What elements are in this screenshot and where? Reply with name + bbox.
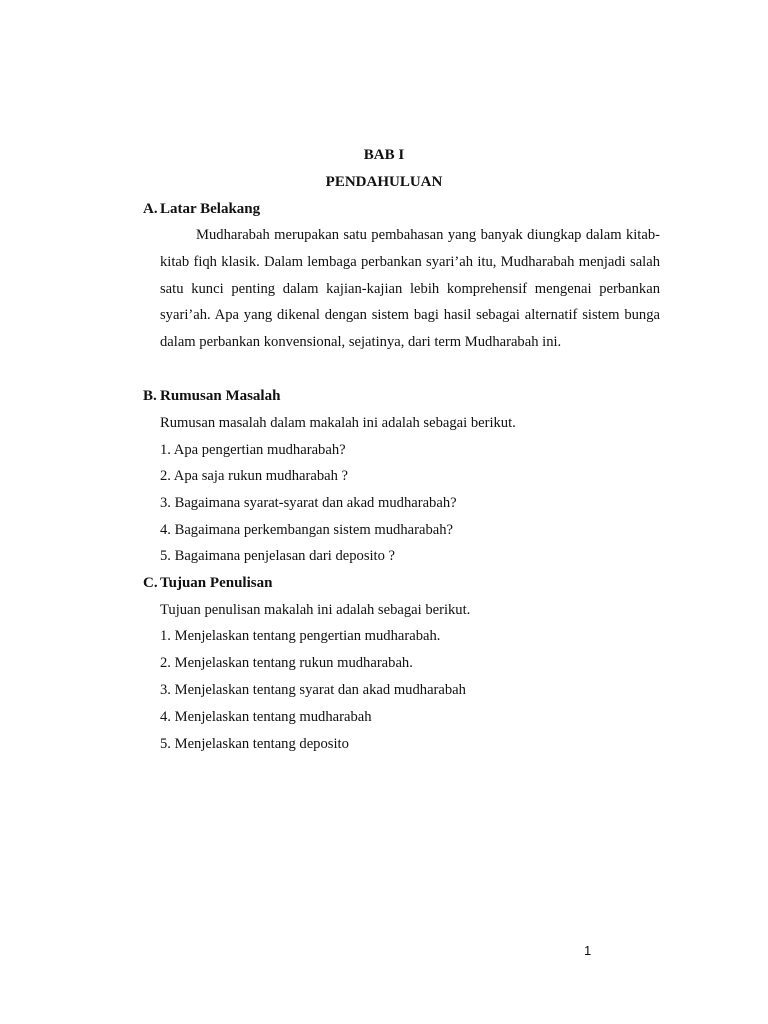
section-a-title: Latar Belakang: [160, 201, 261, 217]
section-b-intro: Rumusan masalah dalam makalah ini adalah sebagai berikut.: [160, 415, 516, 431]
list-item: 2. Menjelaskan tentang rukun mudharabah.: [160, 655, 413, 671]
list-item: 4. Bagaimana perkembangan sistem mudharabah?: [160, 522, 453, 538]
section-b-heading: [143, 388, 280, 405]
section-b-letter: B.: [143, 388, 157, 404]
section-c-heading: [143, 575, 272, 592]
section-c-title: Tujuan Penulisan: [160, 575, 273, 591]
section-a-letter: A.: [143, 201, 158, 217]
section-c-intro: Tujuan penulisan makalah ini adalah sebagai berikut.: [160, 602, 471, 618]
list-item: 3. Bagaimana syarat-syarat dan akad mudharabah?: [160, 495, 457, 511]
list-item: 5. Menjelaskan tentang deposito: [160, 736, 349, 752]
list-item: 3. Menjelaskan tentang syarat dan akad mudharabah: [160, 682, 466, 698]
page-number: 1: [584, 943, 592, 958]
section-a-heading: [143, 201, 260, 218]
section-c-letter: C.: [143, 575, 158, 591]
list-item: 4. Menjelaskan tentang mudharabah: [160, 709, 372, 725]
list-item: 2. Apa saja rukun mudharabah ?: [160, 468, 349, 484]
list-item: 5. Bagaimana penjelasan dari deposito ?: [160, 548, 396, 564]
chapter-title: PENDAHULUAN: [325, 174, 443, 190]
section-b-title: Rumusan Masalah: [160, 388, 281, 404]
list-item: 1. Menjelaskan tentang pengertian mudharabah.: [160, 628, 441, 644]
list-item: 1. Apa pengertian mudharabah?: [160, 442, 346, 458]
chapter-number: BAB I: [363, 147, 405, 163]
section-a-paragraph: Mudharabah merupakan satu pembahasan yang banyak diungkap dalam kitab-kitab fiqh klasik. Dalam lembaga perbankan syari’ah itu, Mudharabah menjadi salah satu kunci penting dalam kajian-kajian lebih komprehensif mengenai perbankan syari’ah. Apa yang dikenal dengan sistem bagi hasil sebagai alternatif sistem bunga dalam perbankan konvensional, sejatinya, dari term Mudharabah ini.: [160, 227, 660, 351]
